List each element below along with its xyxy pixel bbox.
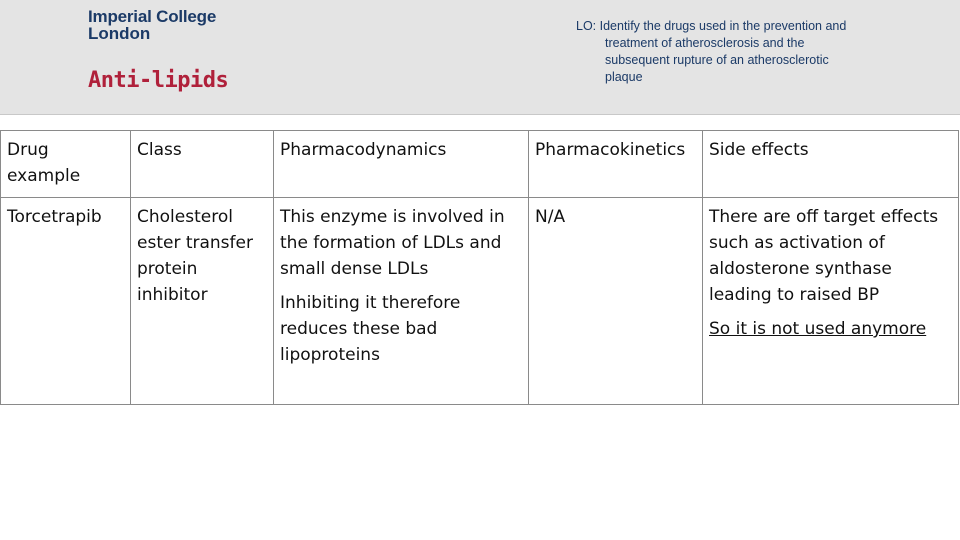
slide-title: Anti-lipids: [88, 68, 229, 93]
side-effects-paragraph-2: So it is not used anymore: [709, 319, 927, 339]
drug-table: [0, 130, 959, 405]
header-class: Class: [131, 131, 274, 198]
header-pharmacokinetics: Pharmacokinetics: [529, 131, 703, 198]
table-row: [1, 198, 959, 405]
header-pharmacodynamics: Pharmacodynamics: [274, 131, 529, 198]
table-header-row: [1, 131, 959, 198]
learning-objective: [576, 18, 896, 86]
header-divider: [0, 114, 960, 115]
logo-line-2: London: [88, 24, 151, 43]
header-drug-example: Drug example: [1, 131, 131, 198]
cell-pharmacokinetics: N/A: [529, 198, 703, 405]
imperial-college-logo: [88, 8, 216, 42]
header-side-effects: Side effects: [703, 131, 959, 198]
lo-line-1: LO: Identify the drugs used in the prevention and: [576, 19, 847, 33]
pharmacodynamics-paragraph-2: Inhibiting it therefore reduces these bad lipoproteins: [280, 293, 461, 365]
cell-class: Cholesterol ester transfer protein inhibitor: [131, 198, 274, 405]
cell-side-effects: [703, 198, 959, 405]
lo-line-3: subsequent rupture of an atherosclerotic: [605, 53, 829, 67]
pharmacodynamics-paragraph-1: This enzyme is involved in the formation of LDLs and small dense LDLs: [280, 207, 505, 279]
lo-line-2: treatment of atherosclerosis and the: [605, 36, 805, 50]
cell-pharmacodynamics: [274, 198, 529, 405]
side-effects-paragraph-1: There are off target effects such as activation of aldosterone synthase leading to raised BP: [709, 207, 939, 305]
cell-drug: Torcetrapib: [1, 198, 131, 405]
logo-line-1: Imperial College: [88, 7, 217, 26]
lo-line-4: plaque: [605, 70, 643, 84]
